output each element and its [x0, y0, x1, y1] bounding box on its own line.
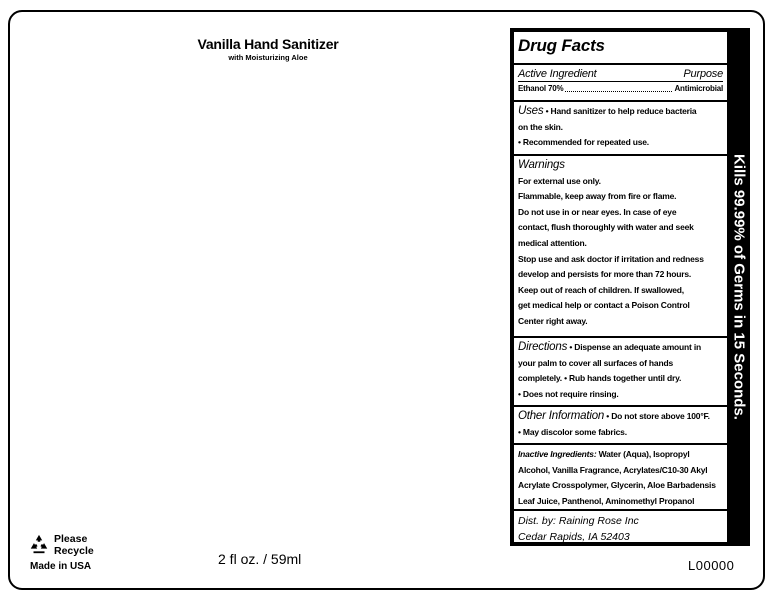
net-quantity: 2 fl oz. / 59ml — [218, 551, 302, 567]
warnings-line: Center right away. — [518, 315, 588, 326]
drug-facts-title: Drug Facts — [518, 36, 605, 55]
distributor-line: Dist. by: Raining Rose Inc — [518, 515, 639, 527]
germ-claim-text: Kills 99.99% of Germs in 15 Seconds. — [730, 154, 748, 420]
directions-line: • Dispense an adequate amount in — [569, 342, 701, 352]
warnings-heading: Warnings — [518, 159, 565, 171]
directions-section — [514, 338, 727, 407]
leader-dots — [565, 82, 672, 92]
warnings-line: medical attention. — [518, 237, 587, 248]
distributor-info — [514, 509, 727, 542]
warnings-line: Flammable, keep away from fire or flame. — [518, 191, 677, 202]
drug-facts-panel — [514, 32, 727, 542]
other-information-line: • May discolor some fabrics. — [518, 426, 627, 437]
inactive-ingredients-section — [514, 445, 727, 511]
uses-heading: Uses — [518, 105, 544, 117]
made-in-usa: Made in USA — [30, 561, 92, 572]
warnings-line: Do not use in or near eyes. In case of eye — [518, 206, 677, 217]
other-information-section — [514, 407, 727, 445]
recycle-icon — [28, 533, 50, 555]
directions-line: • Does not require rinsing. — [518, 388, 619, 399]
inactive-ingredients-line: Leaf Juice, Panthenol, Aminomethyl Propanol — [518, 495, 695, 506]
recycle-line-2: Recycle — [54, 545, 94, 557]
product-title: Vanilla Hand Sanitizer — [197, 36, 339, 52]
inactive-ingredients-line: Acrylate Crosspolymer, Glycerin, Aloe Barbadensis — [518, 480, 716, 491]
uses-line: • Recommended for repeated use. — [518, 137, 649, 148]
inactive-ingredients-heading: Inactive Ingredients: — [518, 449, 597, 459]
active-ingredient-heading: Active Ingredient — [518, 68, 597, 80]
inactive-ingredients-line: Water (Aqua), Isopropyl — [598, 449, 690, 459]
other-information-heading: Other Information — [518, 410, 605, 422]
directions-line: completely. • Rub hands together until dry. — [518, 373, 682, 384]
lot-code: L00000 — [688, 558, 735, 573]
distributor-line: Cedar Rapids, IA 52403 — [518, 531, 630, 543]
warnings-line: Keep out of reach of children. If swallowed, — [518, 284, 684, 295]
warnings-line: Stop use and ask doctor if irritation and redness — [518, 253, 704, 264]
drug-facts-box — [510, 28, 750, 546]
active-ingredient-value: Ethanol 70% — [518, 84, 564, 93]
warnings-section — [514, 156, 727, 338]
purpose-heading: Purpose — [683, 68, 723, 80]
uses-line: on the skin. — [518, 121, 563, 132]
warnings-line: For external use only. — [518, 175, 601, 186]
product-subtitle: with Moisturizing Aloe — [228, 53, 308, 62]
warnings-line: contact, flush thoroughly with water and seek — [518, 222, 694, 233]
recycle-line-1: Please — [54, 533, 88, 545]
warnings-line: get medical help or contact a Poison Control — [518, 300, 690, 311]
purpose-value: Antimicrobial — [674, 84, 723, 93]
drug-facts-header — [514, 32, 727, 65]
directions-heading: Directions — [518, 341, 568, 353]
other-information-line: • Do not store above 100°F. — [606, 411, 710, 421]
warnings-line: develop and persists for more than 72 hours. — [518, 269, 692, 280]
uses-section — [514, 102, 727, 156]
uses-line: • Hand sanitizer to help reduce bacteria — [545, 106, 697, 116]
active-ingredient-section — [514, 65, 727, 102]
germ-claim-banner — [728, 30, 750, 544]
inactive-ingredients-line: Alcohol, Vanilla Fragrance, Acrylates/C10-30 Akyl — [518, 464, 708, 475]
directions-line: your palm to cover all surfaces of hands — [518, 357, 673, 368]
